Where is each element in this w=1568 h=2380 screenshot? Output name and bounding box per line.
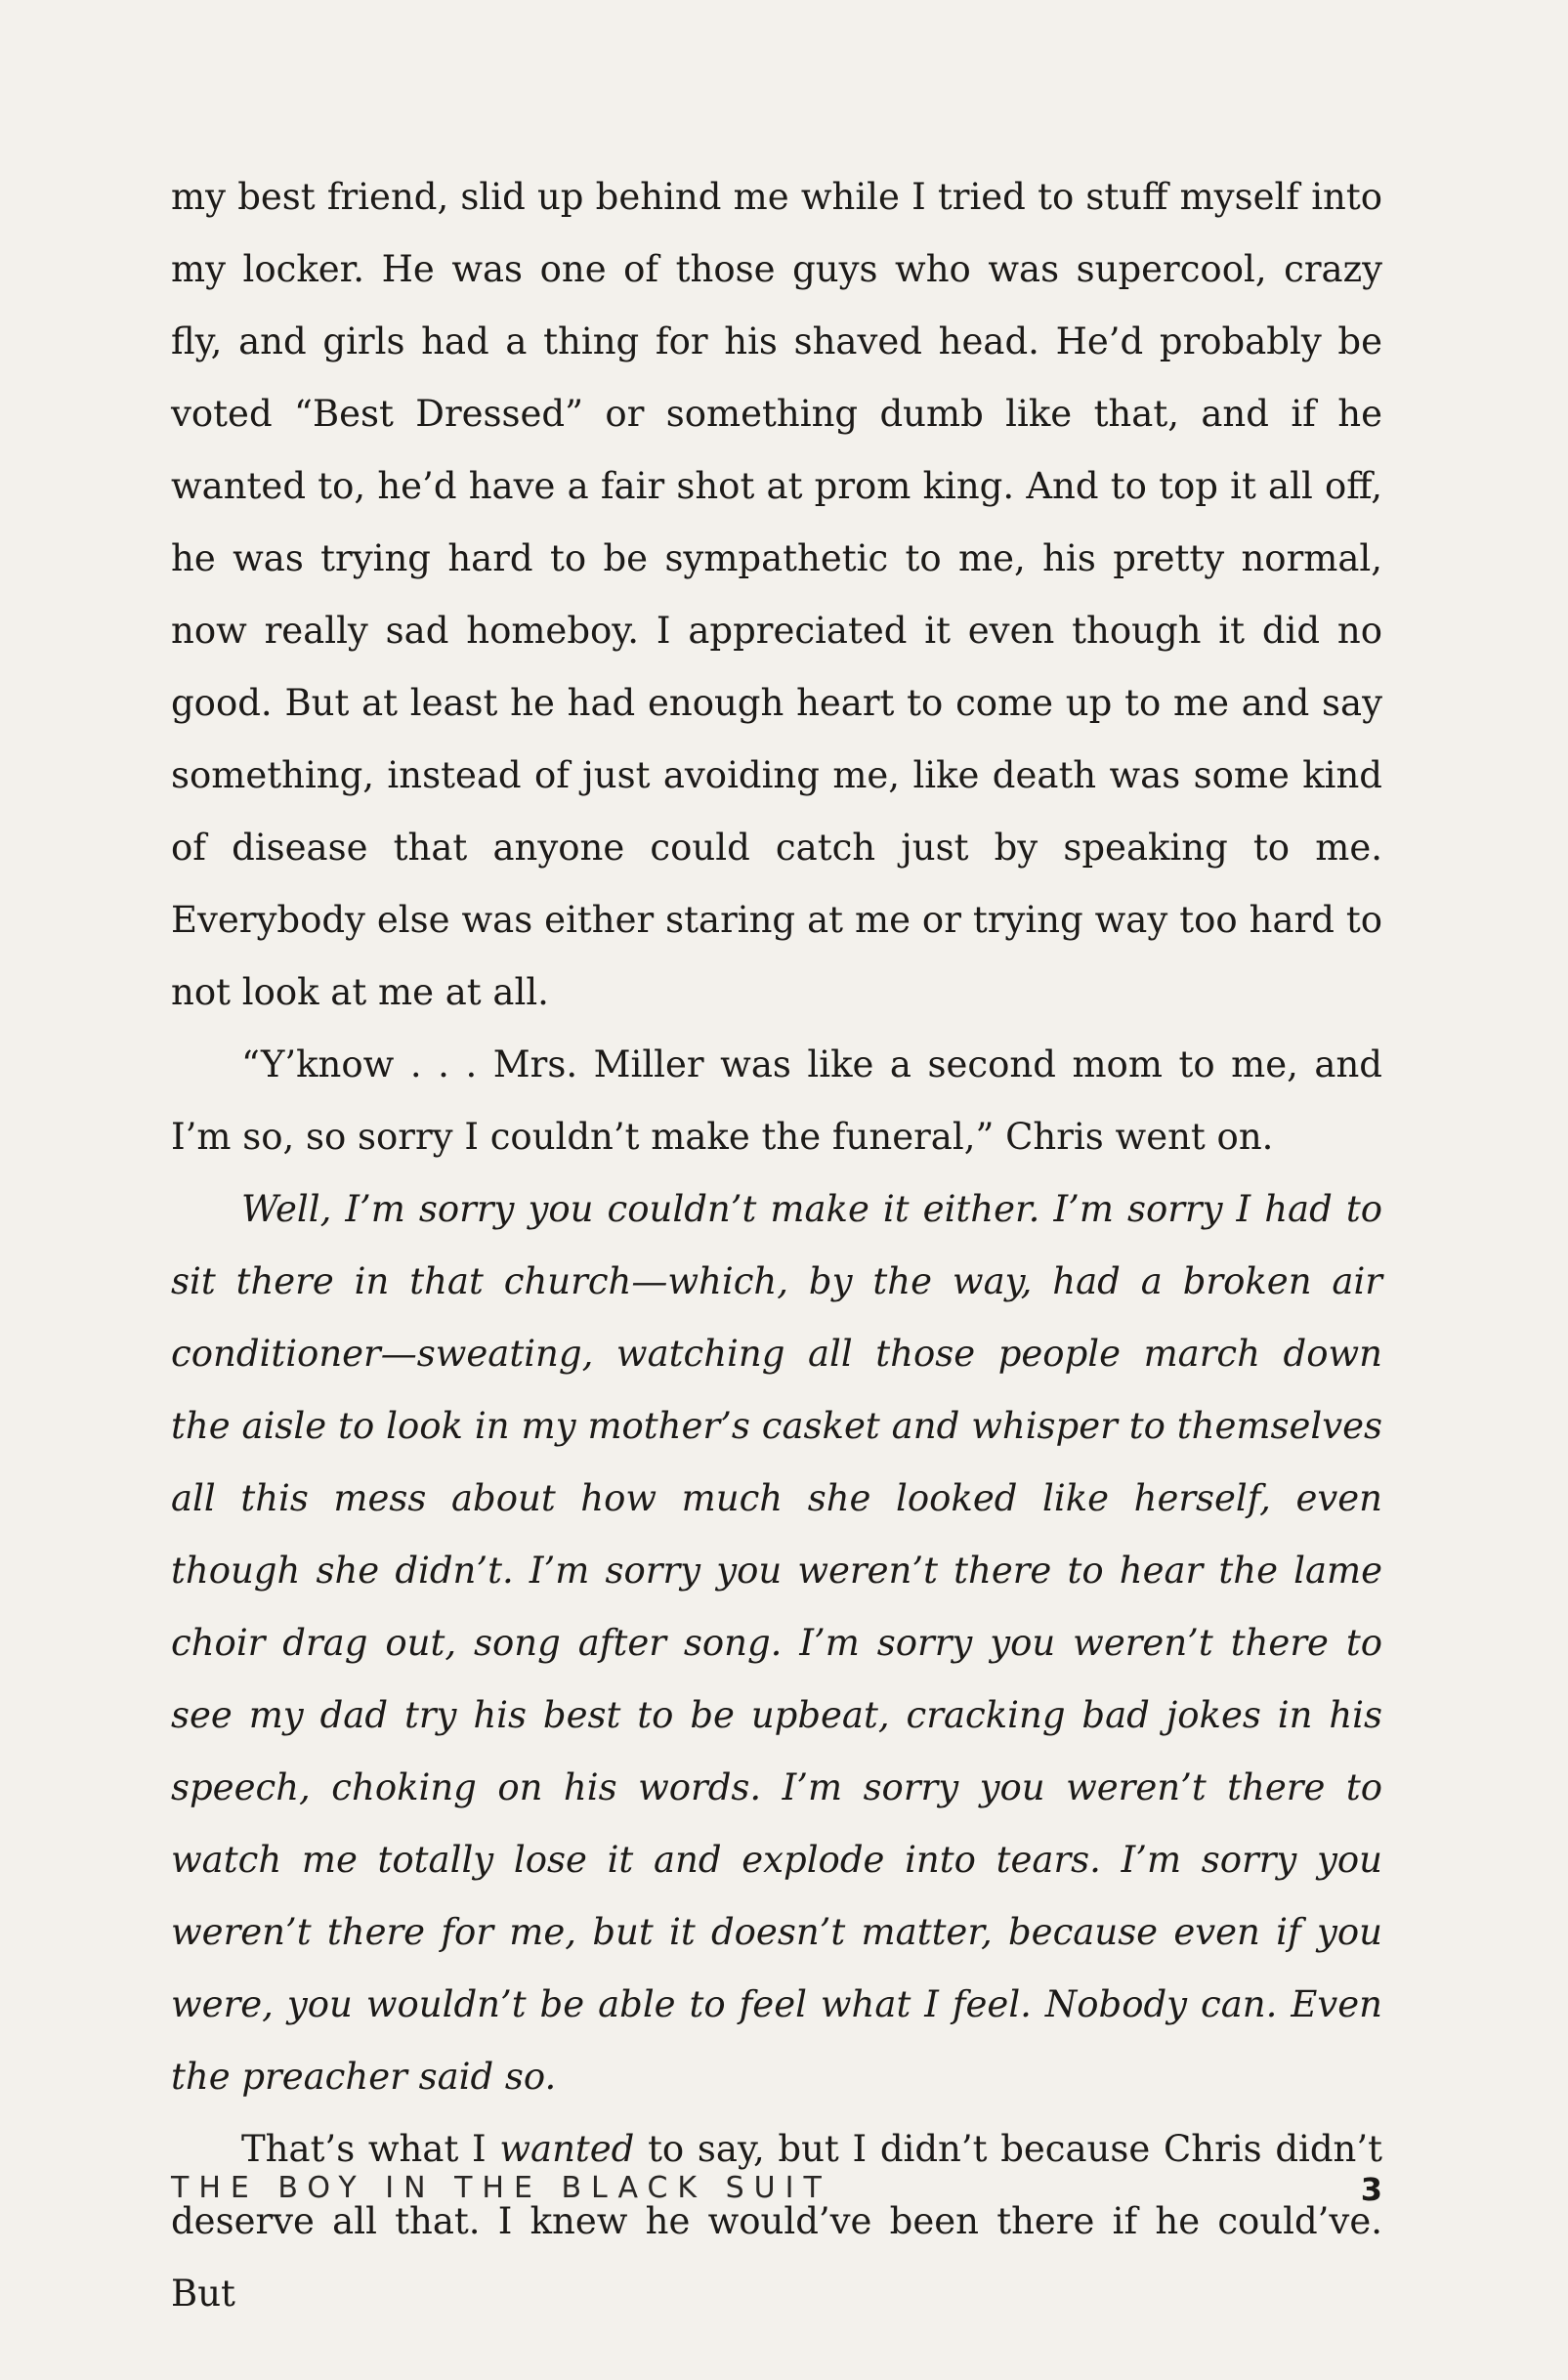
- paragraph-2: “Y’know . . . Mrs. Miller was like a second mom to me, and I’m so, so sorry I couldn’t make the funeral,” Chris went on.: [171, 1043, 1382, 1158]
- paragraph-4-end: to say, but I didn’t because Chris didn’t deserve all that. I knew he would’ve been there if he could’ve. But: [171, 2128, 1382, 2315]
- paragraph-4: [171, 2113, 1382, 2330]
- body-text: [171, 161, 1382, 2330]
- paragraph-4-emphasis: wanted: [499, 2128, 635, 2170]
- running-footer-title: THE BOY IN THE BLACK SUIT: [171, 2171, 831, 2205]
- page-footer: [171, 2171, 1382, 2210]
- paragraph-4-start: That’s what I: [241, 2128, 500, 2170]
- page-number: 3: [1360, 2171, 1382, 2208]
- paragraph-1: my best friend, slid up behind me while I tried to stuff myself into my locker. He was one of those guys who was supercool, crazy fly, and girls had a thing for his shaved head. He’d probably be voted “Best Dressed” or something dumb like that, and if he wanted to, he’d have a fair shot at prom king. And to top it all off, he was trying hard to be sympathetic to me, his pretty normal, now really sad homeboy. I appreciated it even though it did no good. But at least he had enough heart to come up to me and say something, instead of just avoiding me, like death was some kind of disease that anyone could catch just by speaking to me. Everybody else was either staring at me or trying way too hard to not look at me at all.: [171, 176, 1382, 1013]
- paragraph-3-inner-monologue: Well, I’m sorry you couldn’t make it either. I’m sorry I had to sit there in that church—which, by the way, had a broken air conditioner—sweating, watching all those people march down the aisle to look in my mother’s casket and whisper to themselves all this mess about how much she looked like herself, even though she didn’t. I’m sorry you weren’t there to hear the lame choir drag out, song after song. I’m sorry you weren’t there to see my dad try his best to be upbeat, cracking bad jokes in his speech, choking on his words. I’m sorry you weren’t there to watch me totally lose it and explode into tears. I’m sorry you weren’t there for me, but it doesn’t matter, because even if you were, you wouldn’t be able to feel what I feel. Nobody can. Even the preacher said so.: [171, 1188, 1382, 2098]
